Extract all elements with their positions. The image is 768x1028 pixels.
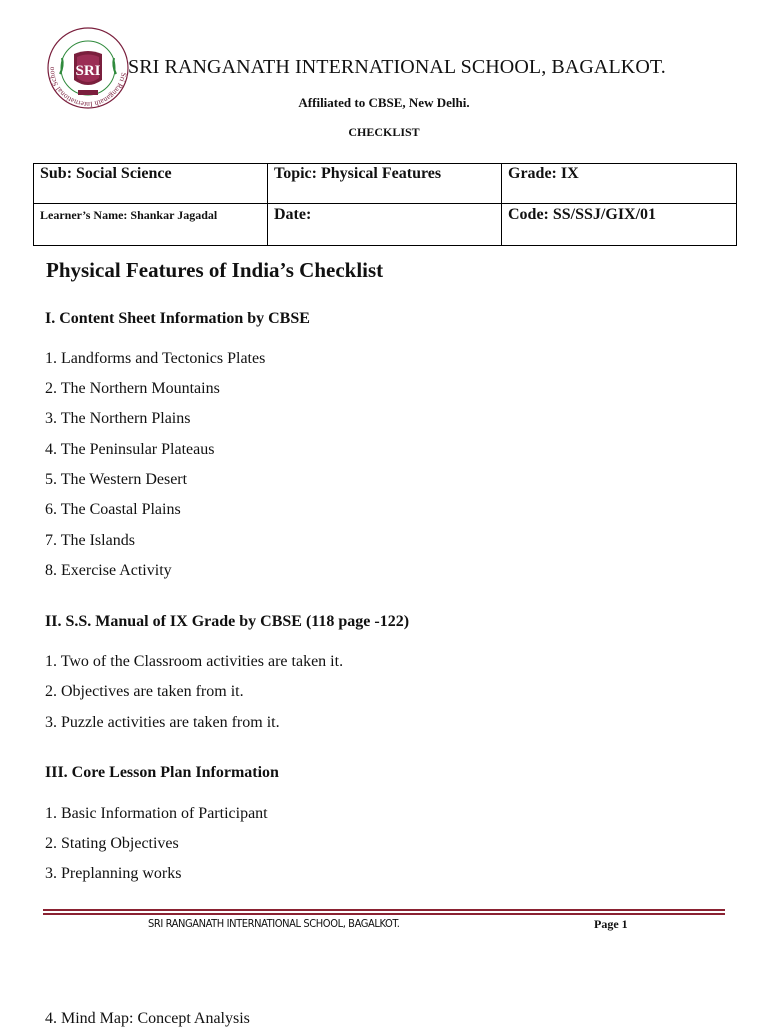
affiliation-text: Affiliated to CBSE, New Delhi. — [298, 95, 470, 110]
info-row — [34, 164, 737, 204]
page-number: Page 1 — [594, 917, 628, 931]
info-row — [34, 204, 737, 246]
list-item: 1. Landforms and Tectonics Plates — [45, 350, 266, 367]
topic-cell: Topic: Physical Features — [268, 164, 502, 204]
list-item: 3. Puzzle activities are taken from it. — [45, 714, 280, 731]
date-cell: Date: — [268, 204, 502, 246]
code-cell: Code: SS/SSJ/GIX/01 — [502, 204, 737, 246]
list-item: 3. Preplanning works — [45, 865, 182, 882]
list-item: 2. Objectives are taken from it. — [45, 683, 244, 700]
list-item: 2. The Northern Mountains — [45, 380, 220, 397]
section-heading: II. S.S. Manual of IX Grade by CBSE (118 page -122) — [45, 613, 410, 630]
checklist-title: Physical Features of India’s Checklist — [46, 258, 384, 282]
list-item: 1. Two of the Classroom activities are taken it. — [45, 653, 344, 670]
school-name: SRI RANGANATH INTERNATIONAL SCHOOL, BAGALKOT. — [128, 56, 666, 78]
list-item: 7. The Islands — [45, 532, 135, 549]
subject-cell: Sub: Social Science — [34, 164, 268, 204]
list-item: 8. Exercise Activity — [45, 562, 172, 579]
learner-name-cell: Learner’s Name: Shankar Jagadal — [34, 204, 268, 246]
logo-text: SRI — [75, 63, 101, 79]
list-item: 4. The Peninsular Plateaus — [45, 441, 215, 458]
document-type: CHECKLIST — [348, 125, 420, 139]
list-item: 6. The Coastal Plains — [45, 501, 181, 518]
list-item: 1. Basic Information of Participant — [45, 805, 268, 822]
grade-cell: Grade: IX — [502, 164, 737, 204]
section-heading: I. Content Sheet Information by CBSE — [45, 310, 310, 327]
footer-divider — [43, 909, 725, 915]
footer-school-name: SRI RANGANATH INTERNATIONAL SCHOOL, BAGALKOT. — [148, 917, 400, 930]
list-item: 3. The Northern Plains — [45, 410, 191, 427]
list-item: 2. Stating Objectives — [45, 835, 179, 852]
list-item: 5. The Western Desert — [45, 471, 188, 488]
info-table — [33, 163, 737, 246]
list-item: 4. Mind Map: Concept Analysis — [45, 1010, 250, 1027]
logo-ring-text: Sri Ranganath International Schoo — [46, 66, 129, 110]
section-heading: III. Core Lesson Plan Information — [45, 764, 279, 781]
